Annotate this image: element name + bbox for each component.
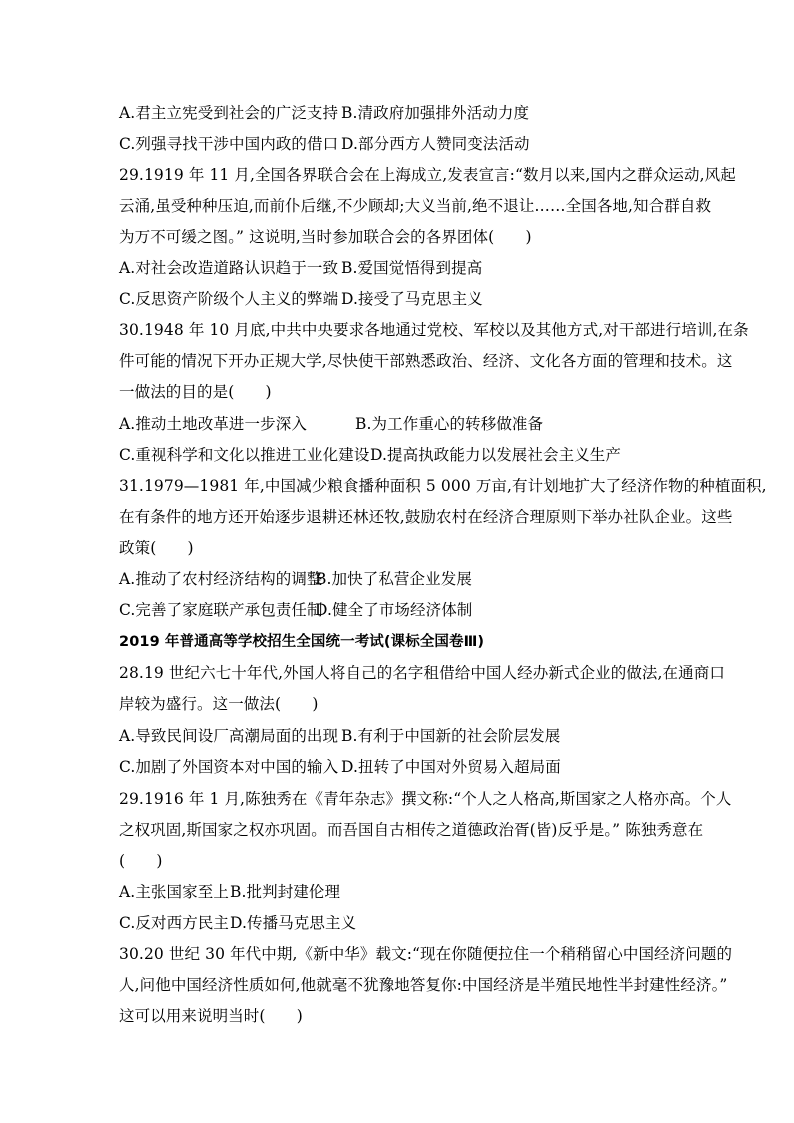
question-text: 29.1919 年 11 月,全国各界联合会在上海成立,发表宣言:“数月以来,国内之群众运动,风起	[119, 166, 736, 184]
question-text: 这可以用来说明当时( )	[119, 1007, 303, 1025]
question-text: 岸较为盛行。这一做法( )	[119, 695, 319, 713]
question-text: 件可能的情况下开办正规大学,尽快使干部熟悉政治、经济、文化各方面的管理和技术。这	[119, 352, 733, 370]
question-text: 30.1948 年 10 月底,中共中央要求各地通过党校、军校以及其他方式,对干部进行培训,在条	[119, 321, 749, 339]
question-text: 31.1979—1981 年,中国减少粮食播种面积 5 000 万亩,有计划地扩大了经济作物的种植面积,	[119, 477, 767, 495]
option-d: D.扭转了中国对外贸易入超局面	[341, 758, 561, 776]
question-text: 29.1916 年 1 月,陈独秀在《青年杂志》撰文称:“个人之人格高,斯国家之人格亦高。个人	[119, 790, 732, 808]
option-a: A.主张国家至上	[119, 883, 229, 901]
option-d: D.部分西方人赞同变法活动	[341, 135, 530, 153]
option-b: B.有利于中国新的社会阶层发展	[341, 727, 561, 745]
option-d: D.提高执政能力以发展社会主义生产	[370, 446, 622, 464]
option-b: B.爱国觉悟得到提高	[341, 259, 483, 277]
option-c: C.重视科学和文化以推进工业化建设	[119, 446, 370, 464]
question-text: 在有条件的地方还开始逐步退耕还林还牧,鼓励农村在经济合理原则下举办社队企业。这些	[119, 508, 733, 526]
option-b: B.加快了私营企业发展	[315, 570, 472, 588]
option-d: D.健全了市场经济体制	[315, 601, 473, 619]
question-text: 政策( )	[119, 539, 194, 557]
question-text: ( )	[119, 852, 163, 870]
option-c: C.反思资产阶级个人主义的弊端	[119, 290, 339, 308]
option-d: D.传播马克思主义	[230, 914, 357, 932]
section-heading: 2019 年普通高等学校招生全国统一考试(课标全国卷Ⅲ)	[119, 634, 485, 650]
option-b: B.批判封建伦理	[230, 883, 341, 901]
option-c: C.完善了家庭联产承包责任制	[119, 601, 323, 619]
option-c: C.反对西方民主	[119, 914, 230, 932]
question-text: 之权巩固,斯国家之权亦巩固。而吾国自古相传之道德政治胥(皆)反乎是。” 陈独秀意在	[119, 821, 704, 839]
option-a: A.对社会改造道路认识趋于一致	[119, 259, 339, 277]
question-text: 云涌,虽受种种压迫,而前仆后继,不少顾却;大义当前,绝不退让……全国各地,知合群自救	[119, 197, 712, 215]
option-c: C.列强寻找干涉中国内政的借口	[119, 135, 339, 153]
option-b: B.清政府加强排外活动力度	[341, 104, 530, 122]
question-text: 28.19 世纪六七十年代,外国人将自己的名字租借给中国人经办新式企业的做法,在通商口	[119, 664, 725, 682]
question-text: 为万不可缓之图。” 这说明,当时参加联合会的各界团体( )	[119, 228, 532, 246]
option-a: A.导致民间设厂高潮局面的出现	[119, 727, 339, 745]
option-b: B.为工作重心的转移做准备	[355, 415, 544, 433]
option-a: A.推动了农村经济结构的调整	[119, 570, 323, 588]
question-text: 一做法的目的是( )	[119, 383, 272, 401]
question-text: 30.20 世纪 30 年代中期,《新中华》载文:“现在你随便拉住一个稍稍留心中国经济问题的	[119, 945, 733, 963]
option-a: A.君主立宪受到社会的广泛支持	[119, 104, 339, 122]
option-c: C.加剧了外国资本对中国的输入	[119, 758, 339, 776]
question-text: 人,问他中国经济性质如何,他就毫不犹豫地答复你:中国经济是半殖民地性半封建性经济。”	[119, 976, 728, 994]
option-d: D.接受了马克思主义	[341, 290, 483, 308]
option-a: A.推动土地改革进一步深入	[119, 415, 307, 433]
